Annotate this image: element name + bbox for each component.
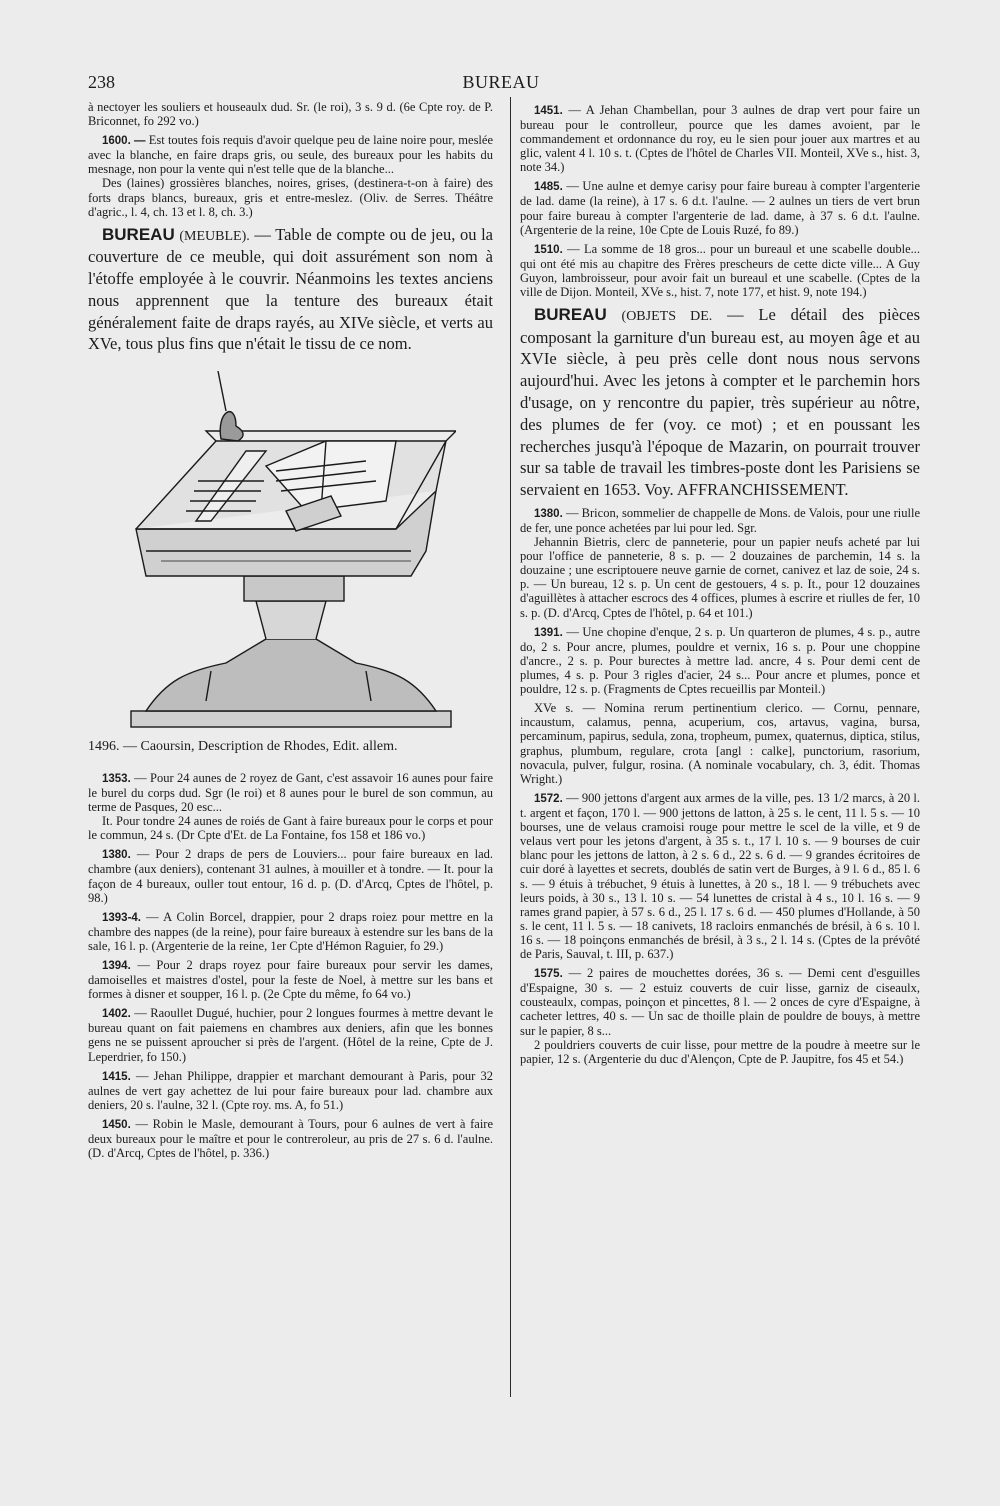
- entry-text: — Bricon, sommelier de chappelle de Mons. de Valois, pour une riulle de fer, une ponce achetées par lui pour led. Sgr.: [520, 505, 920, 535]
- headword: BUREAU: [534, 305, 607, 325]
- entry-text: Jehannin Bietris, clerc de panneterie, pour un papier neufs acheté par lui pour l'office de panneterie, 8 s. p. — 2 douzaines de parchemin, 14 s. la douzaine ; une escriptouere neuve garnie de cornet, canivez et laz de soie, 24 s. p. — Un bureau, 12 s. p. Un cent de gestouers, 4 s. p. It., pour 12 douzaines d'aguillètes à attacher escrocs des 4 offices, plumes à escrire et riulles de fer, 10 s. p. (D. d'Arcq, Cptes de l'hôtel, p. 64 et 101.): [520, 534, 920, 620]
- entry-number: 1451.: [534, 105, 563, 117]
- entry-text: 2 pouldriers couverts de cuir lisse, pour mettre de la poudre à meetre sur le papier, 12 s. (Argenterie du duc d'Alençon, Cpte de P. Jaupitre, fos 45 et 54.): [520, 1037, 920, 1066]
- page-header: [88, 72, 914, 96]
- paragraph: Des (laines) grossières blanches, noires, grises, (destinera-t-on à faire) des forts draps blancs, bureaux, gris et entre-meslez. (Oliv. de Serres. Théâtre d'agric., l. 4, ch. 13 et l. 8, ch. 3.): [88, 176, 493, 219]
- running-title: BUREAU: [462, 72, 540, 92]
- entry-number: 1415.: [102, 1070, 131, 1083]
- entry-number: 1393-4.: [102, 911, 142, 924]
- headword: BUREAU: [102, 224, 175, 244]
- entry: [520, 103, 920, 174]
- entry: [88, 1006, 493, 1063]
- entry: [88, 1117, 493, 1160]
- entry-text: It. Pour tondre 24 aunes de roiés de Gant à faire bureaux pour le corps et pour le commun, 24 s. (Dr Cpte d'Et. de La Fontaine, fos 158 et 186 vo.): [88, 814, 493, 843]
- entry: [520, 966, 920, 1037]
- entry: [88, 771, 493, 814]
- headword-qualifier: (OBJETS DE.: [621, 309, 713, 325]
- entry-number: 1575.: [534, 968, 563, 981]
- entry: [520, 179, 920, 236]
- entry-text: — La somme de 18 gros... pour un bureaul et une scabelle double... qui ont été mis au chapitre des Frères prescheurs de cette dicte ville... A Guy Guyon, lambroisseur, pour avoir fait un bureaul et une scabelle. (Cptes de la ville de Dijon. Monteil, XVe s., hist. 7, note 177, et hist. 9, note 194.): [520, 241, 920, 300]
- entry-number: 1380.: [102, 849, 131, 862]
- entry: [88, 910, 493, 953]
- entry: [520, 701, 920, 786]
- entry-number: 1485.: [534, 181, 563, 194]
- left-column: [88, 100, 493, 1390]
- entry-text: — Pour 2 draps royez pour faire bureaux pour servir les dames, damoiselles et maistres d'ostel, pour la feste de Noel, à mettre sur les bans et formes à disner et soupper, 16 l. p. (2e Cpte du même, fo 64 vo.): [88, 958, 493, 1002]
- entry-number: 1402.: [102, 1008, 131, 1021]
- entry-text: — 900 jettons d'argent aux armes de la ville, pes. 13 1/2 marcs, à 20 l. t. argent et façon, 170 l. — 900 jettons de latton, à 25 s. le cent, 11 l. 5 s. — 10 bourses, une de velaus cramoisi rouge pour mettre le scel de la ville, et 9 de velaus vert pour les jetons d'argent, à 35 s. t., 17 l. 10 s. — 9 bourses de cuir blanc pour les jettons de latton, à 2 s. 6 d., 22 s. 6 d. — 9 grandes écritoires de cuir doré à layettes et secrets, doublés de satin vert de Burges, à 9 l. 6 d., 85 l. 6 s. — 9 étuis à trébuchet, 9 étuis à lunettes, à 20 s., 18 l. — 9 trébuchets avec leurs poids, à 30 s., 13 l. 10 s. — 54 lunettes de cristal à 4 s., 10 l. 16 s. — 9 rames grand papier, à 57 s. 6 d., 25 l. 17 s. 6 d. — 450 plumes d'Hollande, à 50 s. le cent, 11 l. 5 s. — 18 canivets, 18 racloirs enmanchés de brésil, à 6 s. 10 l. 16 s. — 18 poinçons enmanchés de brésil, à 3 s., 2 l. 14 s. (Cptes de la prévôté de Paris, Sauval, t. III, p. 637.): [520, 790, 920, 962]
- entry-text: — Une chopine d'enque, 2 s. p. Un quarteron de plumes, 4 s. p., autre do, 2 s. Pour ancre, plumes, pouldre et vernix, 16 s. p. Pour une choppine d'ancre., 2 s. p. Pour burectes à mettre lad. ancre, 4 s. Pour demi cent de plumes, 4 s. p. Pour 3 rigles d'acier, 24 s... Pour ancre et plumes, ponce et pouldre, 12 s. p. (Fragments de Cptes recueillis par Monteil.): [520, 624, 920, 697]
- desk-engraving-illustration: [126, 371, 456, 733]
- entry-number: 1394.: [102, 960, 131, 973]
- headword-qualifier: (MEUBLE).: [179, 228, 250, 244]
- entry-text: — Pour 24 aunes de 2 royez de Gant, c'est assavoir 16 aunes pour faire le burel du corps dud. Sgr (le roi) et 8 aunes pour le burel de son commun, au terme de Pasques, 20 esc...: [88, 770, 493, 815]
- entry-text: — 2 paires de mouchettes dorées, 36 s. — Demi cent d'esguilles d'Espaigne, 30 s. — 2 estuiz couverts de cuir lisse, garniz de ciseaulx, cousteaulx, compas, poinçon et pincettes, 8 l. — 2 onces de cyre d'Espaigne, à cacheter lettres, 40 s. — Un sac de thoille plain de pouldre de bouys, à mettre sur le papier, 8 s...: [520, 966, 920, 1038]
- entry: [520, 791, 920, 961]
- entry-number: 1600. —: [102, 135, 146, 148]
- entry-number: 1510.: [534, 243, 563, 256]
- entry-number: 1391.: [534, 626, 563, 639]
- column-rule: [510, 97, 511, 1397]
- entry: [520, 535, 920, 620]
- entry-number: 1450.: [102, 1118, 131, 1131]
- entry-number: 1572.: [534, 792, 563, 805]
- entry: [520, 625, 920, 696]
- entry-text: Est toutes fois requis d'avoir quelque peu de laine noire pour, meslée avec la blanche, en faire draps gris, ou seule, des bureaux pour les habits du mesnage, non pour la vente qui n'est telle que de la blanche...: [88, 133, 493, 177]
- entry-text: — Raoullet Dugué, huchier, pour 2 longues fourmes à mettre devant le bureau quant on fait paiemens en chambres aux deniers, afin que les bonnes gens ne se puissent aproucher si près de l'argent. (Hôtel de la reine, Cpte de J. Leperdrier, fo 150.): [88, 1006, 493, 1064]
- figure-caption: 1496. — Caoursin, Description de Rhodes, Edit. allem.: [88, 739, 398, 755]
- entry-number: 1353.: [102, 772, 131, 785]
- entry-text: — A Jehan Chambellan, pour 3 aulnes de drap vert pour faire un bureau pour le controlleur, pource que les dames avoient, par le commandement et ordonnance du roy, eu le sien pour jouer aux martres et au glic, valent 4 l. 10 s. t. (Cptes de l'hôtel de Charles VII. Monteil, XVe s., hist. 3, note 34.): [520, 103, 920, 175]
- article-bureau-meuble: [88, 224, 493, 355]
- entry: [88, 958, 493, 1001]
- right-column: [520, 103, 920, 1393]
- entry-text: — Robin le Masle, demourant à Tours, pour 6 aulnes de vert à faire deux bureaux pour le maître et pour le contreroleur, au pris de 27 s. 6 d. l'aulne. (D. d'Arcq, Cptes de l'hôtel, p. 336.): [88, 1116, 493, 1160]
- entry: [88, 814, 493, 842]
- entry-text: — Une aulne et demye carisy pour faire bureau à compter l'argenterie de lad. dame (la reine), à 17 s. 6 d.t. l'aulne. — 2 aulnes un tiers de vert brun pour faire bureau à compter l'argenterie de lad. dame, à 37 s. 6 d.t. l'aulne. (Argenterie de la reine, 10e Cpte de Louis Ruzé, fo 89.): [520, 179, 920, 237]
- page-number: 238: [88, 72, 115, 92]
- entry-text: — Pour 2 draps de pers de Louviers... pour faire bureaux en lad. chambre (aux deniers), contenant 31 aulnes, à mouiller et à tondre. — It. pour la façon de 4 bureaux, ouller tout entour, 16 d. p. (D. d'Arcq, Cptes de l'hôtel, p. 98.): [88, 847, 493, 905]
- figure-engraving: [88, 371, 493, 733]
- entry-1600: [88, 133, 493, 176]
- entry: [520, 506, 920, 535]
- paragraph: à nectoyer les souliers et houseaulx dud. Sr. (le roi), 3 s. 9 d. (6e Cpte roy. de P. Briconnet, fo 292 vo.): [88, 100, 493, 129]
- entry: [88, 847, 493, 904]
- entry-text: — Nomina rerum pertinentium clerico. — Cornu, pennare, incaustum, calamus, penna, acuperium, cos, artavus, vagina, bursa, percaminum, papirus, sedula, zona, tropheum, pumex, quaternus, diptica, stilus, graphus, plumbum, regulare, crota [angl : calke], punctorium, rasorium, novacula, pulver, fulgur, rosina. (A nominale vocabulary, ch. 3, édit. Thomas Wright.): [520, 701, 920, 786]
- entry: [520, 242, 920, 299]
- entry-number: 1380.: [534, 507, 563, 520]
- article-bureau-objets: [520, 304, 920, 501]
- entry: [88, 1069, 493, 1112]
- entry-number: XVe s.: [534, 701, 574, 716]
- entry-text: — A Colin Borcel, drappier, pour 2 draps roiez pour mettre en la chambre des nappes (de la reine), pour faire bureaux à estendre sur les bans de la sale, 16 l. p. (Argenterie de la reine, 1er Cpte d'Hémon Raguier, fo 29.): [88, 909, 493, 953]
- entry-text: — Jehan Philippe, drappier et marchant demourant à Paris, pour 32 aulnes de vert gay achettez de lui pour faire bureaux pour lad. chambre aux deniers, 20 s. l'aulne, 32 l. (Cpte roy. ms. A, fo 51.): [88, 1068, 493, 1112]
- entry: [520, 1038, 920, 1066]
- article-text: — Table de compte ou de jeu, ou la couverture de ce meuble, qui doit assurément son nom à l'étoffe employée à le couvrir. Néanmoins les textes anciens nous apprennent que la tenture des bureaux était généralement faite de draps rayés, au XIVe siècle, et verts au XVe, tous plus fins que n'était le tissu de ce nom.: [88, 224, 493, 354]
- article-text: — Le détail des pièces composant la garniture d'un bureau est, au moyen âge et au XVIe siècle, à peu près celle dont nous nous servons aujourd'hui. Avec les jetons à compter et le parchemin hors d'usage, on y rencontre du papier, très supérieur au nôtre, des plumes de fer (voy. ce mot) ; et en poussant les recherches jusqu'à l'époque de Mazarin, on pourrait trouver sur sa table de travail les timbres-poste dont les Parisiens se servaient en 1653. Voy. AFFRANCHISSEMENT.: [520, 305, 920, 500]
